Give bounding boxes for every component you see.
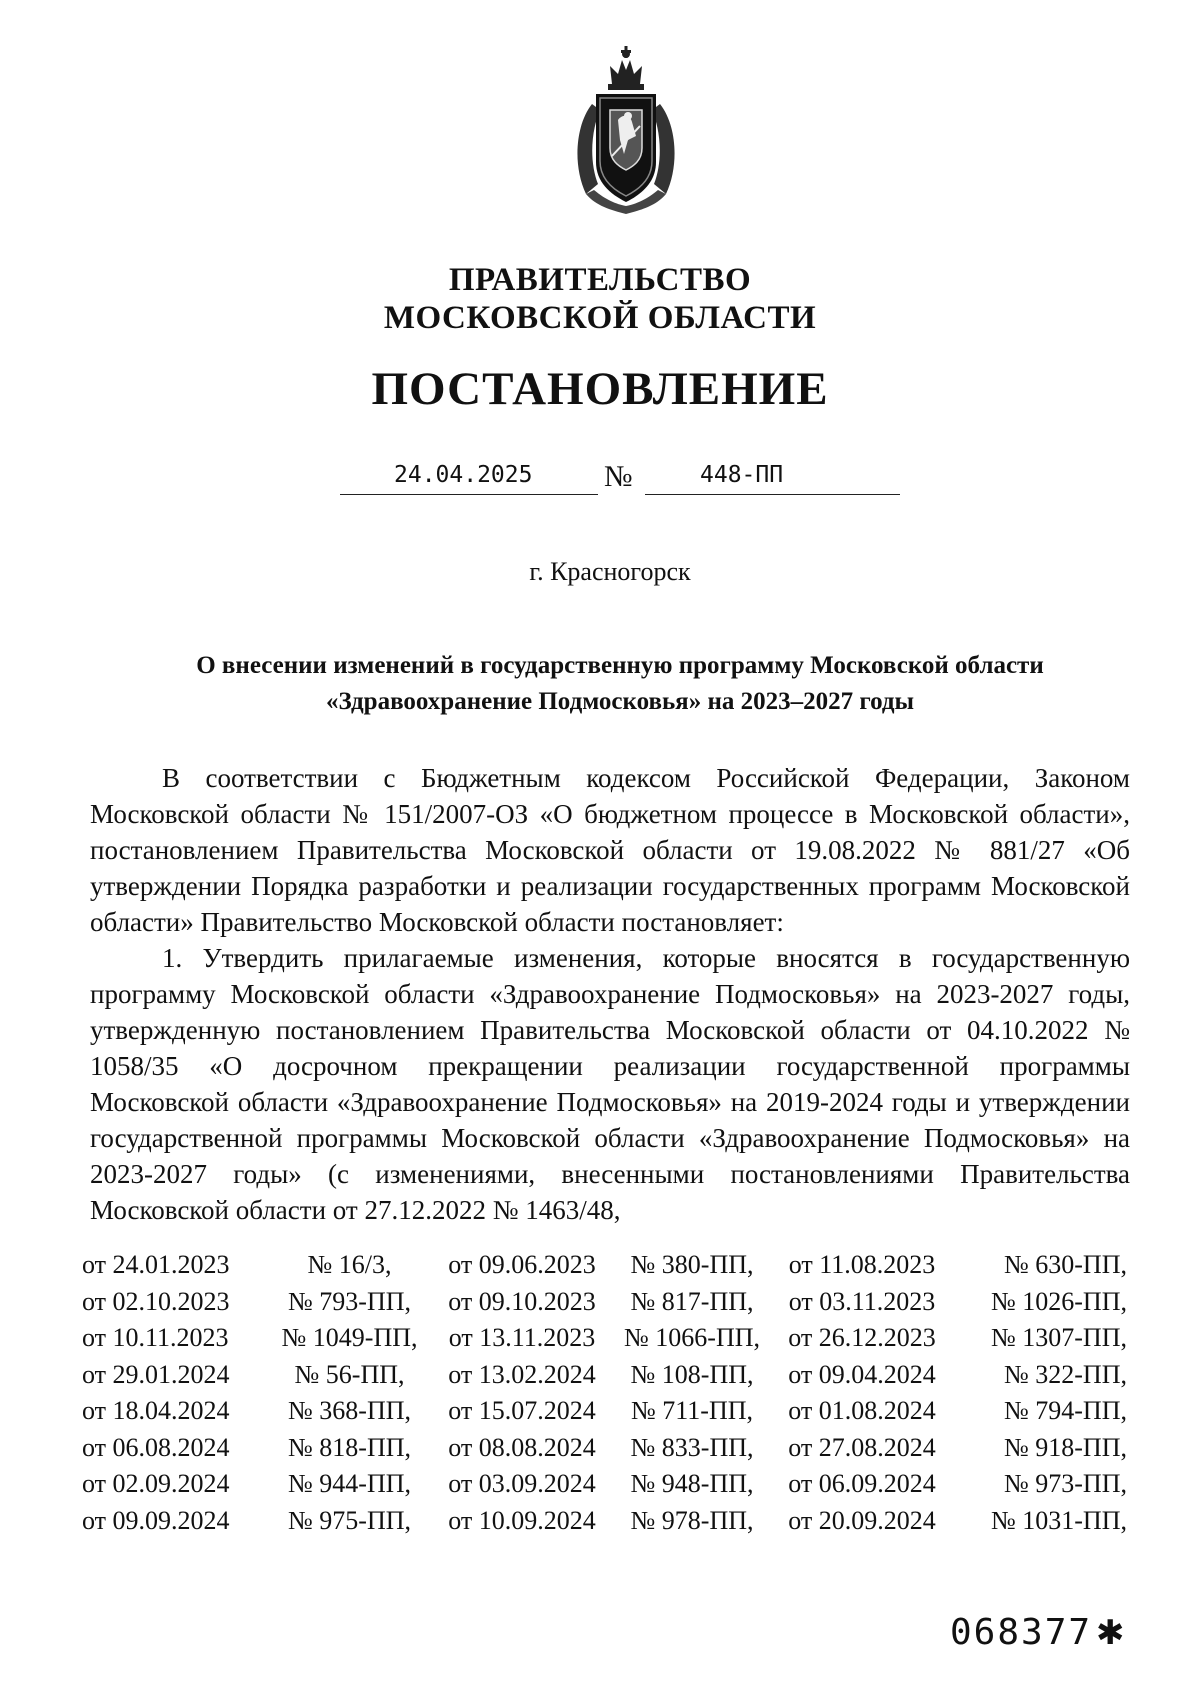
amendment-number: № 56-ПП, [294, 1359, 405, 1389]
amendment-number: № 1307-ПП, [990, 1323, 1127, 1353]
amendment-number: № 630-ПП, [1003, 1250, 1127, 1280]
amendment-number: № 322-ПП, [1003, 1359, 1127, 1389]
amendment-date: от 27.08.2024 [788, 1432, 936, 1462]
amendment-number: № 948-ПП, [630, 1469, 754, 1499]
amendment-date: от 10.11.2023 [82, 1323, 229, 1353]
amendment-number: № 793-ПП, [287, 1286, 412, 1316]
decree-dateline [340, 456, 900, 496]
amendment-date: от 09.09.2024 [82, 1505, 230, 1535]
amendment-number: № 380-ПП, [630, 1250, 754, 1280]
amendment-number: № 1031-ПП, [990, 1505, 1127, 1535]
number-underline [645, 494, 900, 495]
amendment-date: от 02.09.2024 [82, 1469, 230, 1499]
amendment-date: от 06.09.2024 [788, 1469, 936, 1499]
amendment-row [82, 1430, 1127, 1467]
amendment-row [82, 1466, 1127, 1503]
amendment-date: от 11.08.2023 [788, 1250, 936, 1280]
amendment-date: от 03.11.2023 [788, 1286, 936, 1316]
amendment-date: от 15.07.2024 [448, 1396, 596, 1426]
amendment-number: № 978-ПП, [630, 1505, 754, 1535]
decree-title-line1: О внесении изменений в государственную программу Московской области [196, 652, 1044, 679]
amendment-number: № 944-ПП, [287, 1469, 412, 1499]
amendment-date: от 13.11.2023 [448, 1323, 596, 1353]
amendment-number: № 975-ПП, [287, 1505, 412, 1535]
body-paragraph-1 [90, 760, 1130, 940]
amendment-date: от 08.08.2024 [448, 1432, 596, 1462]
asterisk-mark-icon: ✱ [1096, 1613, 1127, 1653]
amendment-number: № 818-ПП, [287, 1432, 412, 1462]
amendment-number: № 368-ПП, [287, 1396, 412, 1426]
document-type-heading: ПОСТАНОВЛЕНИЕ [371, 363, 829, 415]
amendment-number: № 973-ПП, [1003, 1469, 1127, 1499]
government-title-line1: ПРАВИТЕЛЬСТВО [448, 262, 752, 298]
amendment-date: от 10.09.2024 [448, 1505, 596, 1535]
amendment-date: от 09.04.2024 [788, 1359, 936, 1389]
decree-date: 24.04.2025 [394, 462, 533, 488]
amendment-date: от 13.02.2024 [448, 1359, 596, 1389]
amendment-row [82, 1357, 1127, 1394]
amendment-date: от 09.06.2023 [448, 1250, 596, 1280]
amendment-number: № 1026-ПП, [990, 1286, 1127, 1316]
amendment-number: № 794-ПП, [1003, 1396, 1127, 1426]
amendment-number: № 1066-ПП, [623, 1323, 761, 1353]
amendment-date: от 09.10.2023 [448, 1286, 596, 1316]
paragraph-text: В соответствии с Бюджетным кодексом Российской Федерации, Законом Московской области № 151/2007-ОЗ «О бюджетном процессе в Московской области», постановлением Правительства Московской области от 19.08.2022 № 881/27 «Об утверждении Порядка разработки и реализации государственных программ Московской области» Правительство Московской области постановляет: [90, 763, 1130, 937]
amendment-number: № 108-ПП, [630, 1359, 754, 1389]
coat-of-arms-icon [566, 44, 686, 216]
amendment-date: от 29.01.2024 [82, 1359, 230, 1389]
serial-number [950, 1612, 1127, 1653]
amendment-number: № 833-ПП, [630, 1432, 754, 1462]
decree-number: 448-ПП [700, 462, 784, 488]
decree-title-line2: «Здравоохранение Подмосковья» на 2023–2027 годы [325, 688, 915, 715]
amendment-row [82, 1393, 1127, 1430]
amendment-date: от 01.08.2024 [788, 1396, 936, 1426]
paragraph-text: 1. Утвердить прилагаемые изменения, которые вносятся в государственную программу Московской области «Здравоохранение Подмосковья» на 2023-2027 годы, утвержденную постановлением Правительства Московской области от 04.10.2022 № 1058/35 «О досрочном прекращении реализации государственной программы Московской области «Здравоохранение Подмосковья» на 2019-2024 годы и утверждении государственной программы Московской области «Здравоохранение Подмосковья» на 2023-2027 годы» (с изменениями, внесенными постановлениями Правительства Московской области от 27.12.2022 № 1463/48, [90, 943, 1130, 1225]
amendment-number: № 817-ПП, [630, 1286, 754, 1316]
amendment-date: от 24.01.2023 [82, 1250, 230, 1280]
amendment-row [82, 1284, 1127, 1321]
number-sign: № [604, 460, 633, 493]
amendment-number: № 918-ПП, [1003, 1432, 1127, 1462]
amendment-row [82, 1320, 1127, 1357]
body-paragraph-2 [90, 940, 1130, 1228]
amendment-row [82, 1503, 1127, 1540]
amendment-date: от 18.04.2024 [82, 1396, 230, 1426]
amendment-date: от 20.09.2024 [788, 1505, 936, 1535]
amendment-date: от 03.09.2024 [448, 1469, 596, 1499]
amendment-row [82, 1247, 1127, 1284]
amendment-number: № 16/3, [307, 1250, 392, 1280]
amendment-number: № 1049-ПП, [281, 1323, 418, 1353]
government-title-line2: МОСКОВСКОЙ ОБЛАСТИ [383, 300, 817, 336]
date-underline [340, 494, 598, 495]
amendment-date: от 26.12.2023 [788, 1323, 936, 1353]
amendment-date: от 06.08.2024 [82, 1432, 230, 1462]
city-name: г. Красногорск [529, 557, 691, 586]
amendment-date: от 02.10.2023 [82, 1286, 230, 1316]
amendment-number: № 711-ПП, [630, 1396, 754, 1426]
amendments-table [82, 1247, 1127, 1539]
serial-digits: 068377 [950, 1612, 1093, 1653]
